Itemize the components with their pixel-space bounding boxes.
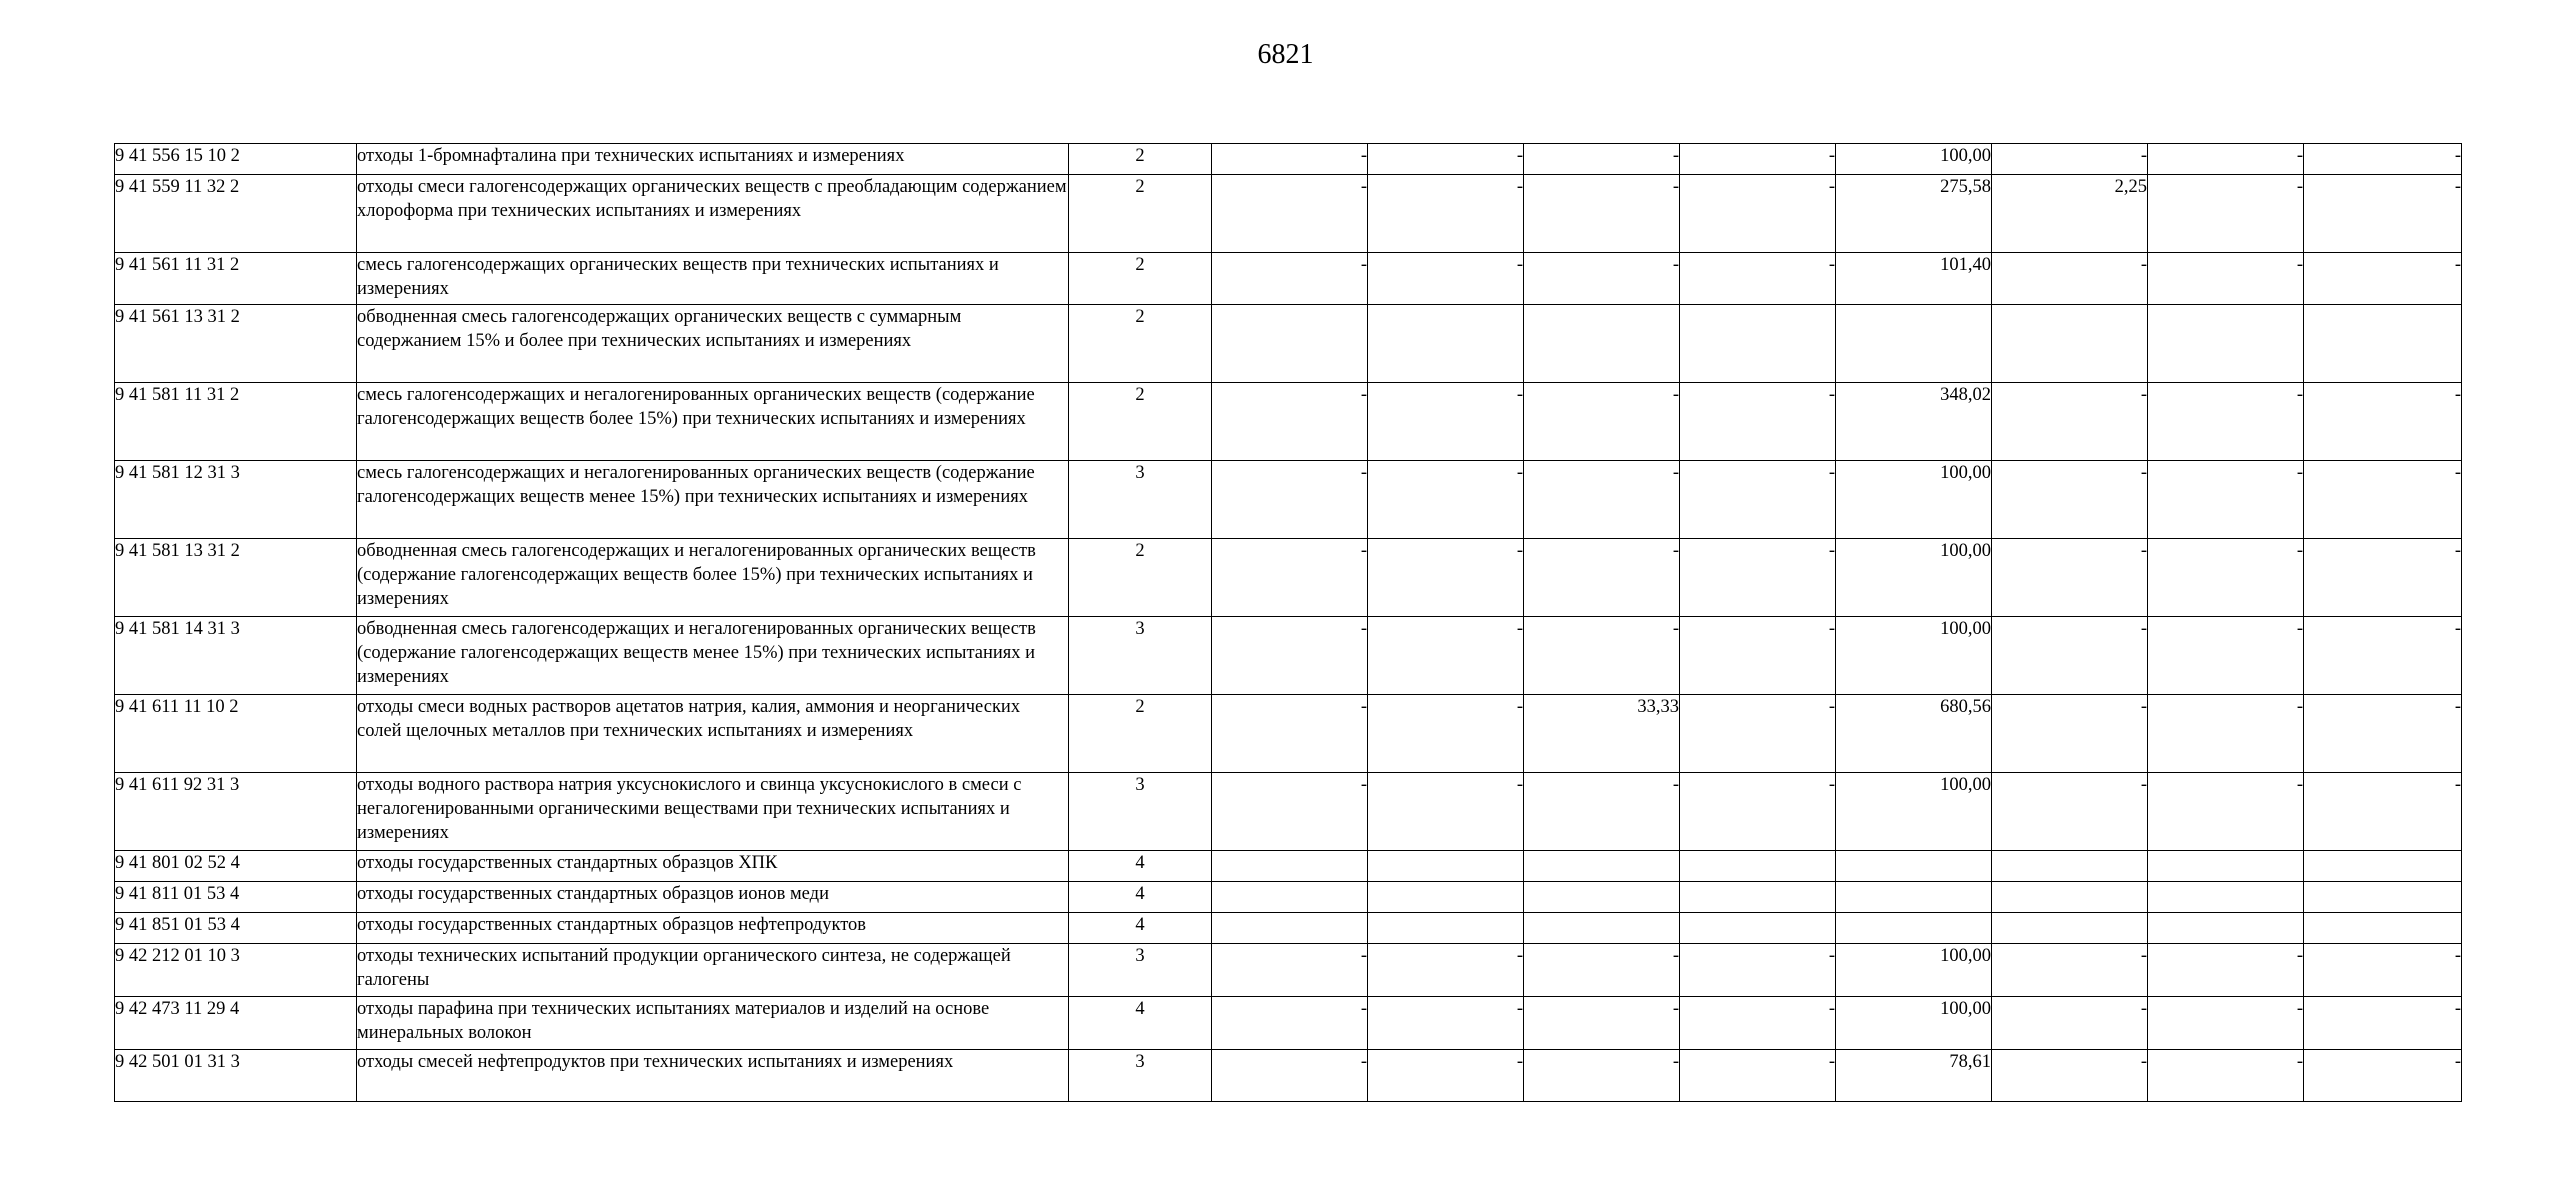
value-cell: - bbox=[1212, 617, 1368, 695]
value-cell: - bbox=[1680, 617, 1836, 695]
value-cell bbox=[1836, 305, 1992, 383]
value-cell: - bbox=[2304, 944, 2462, 997]
table-body bbox=[115, 144, 2462, 1102]
waste-code-cell: 9 41 811 01 53 4 bbox=[115, 882, 357, 913]
value-cell: 2,25 bbox=[1992, 175, 2148, 253]
value-cell: - bbox=[1992, 461, 2148, 539]
value-cell: - bbox=[2148, 253, 2304, 305]
waste-code-cell: 9 41 581 11 31 2 bbox=[115, 383, 357, 461]
value-cell: - bbox=[1680, 461, 1836, 539]
value-cell: - bbox=[2304, 1050, 2462, 1102]
value-cell: 100,00 bbox=[1836, 944, 1992, 997]
value-cell bbox=[2148, 851, 2304, 882]
value-cell bbox=[1524, 882, 1680, 913]
waste-code-cell: 9 41 581 14 31 3 bbox=[115, 617, 357, 695]
hazard-class-cell: 4 bbox=[1069, 882, 1212, 913]
table-row bbox=[115, 1050, 2462, 1102]
waste-code-cell: 9 41 611 11 10 2 bbox=[115, 695, 357, 773]
waste-name-cell: отходы смеси галогенсодержащих органических веществ с преобладающим содержанием хлороформа при технических испытаниях и измерениях bbox=[357, 175, 1069, 253]
value-cell bbox=[1836, 913, 1992, 944]
value-cell: - bbox=[1680, 144, 1836, 175]
value-cell bbox=[1212, 305, 1368, 383]
value-cell: - bbox=[2148, 383, 2304, 461]
waste-code-cell: 9 42 212 01 10 3 bbox=[115, 944, 357, 997]
value-cell: 100,00 bbox=[1836, 617, 1992, 695]
table-row bbox=[115, 997, 2462, 1050]
value-cell: - bbox=[1524, 539, 1680, 617]
value-cell bbox=[2148, 913, 2304, 944]
waste-code-cell: 9 41 581 13 31 2 bbox=[115, 539, 357, 617]
value-cell bbox=[1992, 913, 2148, 944]
value-cell: - bbox=[1680, 383, 1836, 461]
value-cell: - bbox=[1212, 773, 1368, 851]
value-cell: - bbox=[1524, 144, 1680, 175]
waste-code-cell: 9 41 851 01 53 4 bbox=[115, 913, 357, 944]
table-row bbox=[115, 913, 2462, 944]
table-row bbox=[115, 253, 2462, 305]
value-cell: - bbox=[1524, 383, 1680, 461]
value-cell: 680,56 bbox=[1836, 695, 1992, 773]
value-cell: - bbox=[1524, 617, 1680, 695]
table-row bbox=[115, 695, 2462, 773]
value-cell bbox=[2304, 913, 2462, 944]
value-cell: - bbox=[2148, 144, 2304, 175]
hazard-class-cell: 4 bbox=[1069, 997, 1212, 1050]
value-cell: - bbox=[1680, 997, 1836, 1050]
value-cell: - bbox=[1992, 253, 2148, 305]
hazard-class-cell: 4 bbox=[1069, 913, 1212, 944]
value-cell: - bbox=[1212, 175, 1368, 253]
value-cell: - bbox=[1368, 539, 1524, 617]
waste-name-cell: смесь галогенсодержащих органических веществ при технических испытаниях и измерениях bbox=[357, 253, 1069, 305]
value-cell: - bbox=[1368, 461, 1524, 539]
waste-name-cell: отходы государственных стандартных образцов ионов меди bbox=[357, 882, 1069, 913]
hazard-class-cell: 3 bbox=[1069, 773, 1212, 851]
waste-name-cell: обводненная смесь галогенсодержащих и негалогенированных органических веществ (содержание галогенсодержащих веществ менее 15%) при технических испытаниях и измерениях bbox=[357, 617, 1069, 695]
value-cell bbox=[1680, 305, 1836, 383]
value-cell: - bbox=[1680, 1050, 1836, 1102]
value-cell: - bbox=[1212, 253, 1368, 305]
value-cell: 33,33 bbox=[1524, 695, 1680, 773]
value-cell: - bbox=[2148, 1050, 2304, 1102]
waste-name-cell: отходы парафина при технических испытаниях материалов и изделий на основе минеральных волокон bbox=[357, 997, 1069, 1050]
value-cell bbox=[1368, 882, 1524, 913]
value-cell: - bbox=[1524, 773, 1680, 851]
value-cell bbox=[1680, 913, 1836, 944]
table-row bbox=[115, 144, 2462, 175]
value-cell: - bbox=[1368, 617, 1524, 695]
waste-code-cell: 9 42 473 11 29 4 bbox=[115, 997, 357, 1050]
value-cell bbox=[1368, 913, 1524, 944]
value-cell: - bbox=[1524, 997, 1680, 1050]
value-cell: - bbox=[1992, 617, 2148, 695]
table-row bbox=[115, 175, 2462, 253]
value-cell: - bbox=[2148, 617, 2304, 695]
value-cell: - bbox=[1212, 144, 1368, 175]
value-cell bbox=[1368, 851, 1524, 882]
waste-name-cell: отходы смесей нефтепродуктов при технических испытаниях и измерениях bbox=[357, 1050, 1069, 1102]
value-cell bbox=[2304, 882, 2462, 913]
value-cell: 100,00 bbox=[1836, 539, 1992, 617]
value-cell: - bbox=[2304, 997, 2462, 1050]
value-cell: - bbox=[1212, 383, 1368, 461]
value-cell: - bbox=[1992, 1050, 2148, 1102]
hazard-class-cell: 2 bbox=[1069, 383, 1212, 461]
value-cell: - bbox=[2148, 773, 2304, 851]
table-row bbox=[115, 882, 2462, 913]
value-cell: - bbox=[1680, 944, 1836, 997]
value-cell bbox=[1992, 305, 2148, 383]
hazard-class-cell: 3 bbox=[1069, 944, 1212, 997]
value-cell: - bbox=[1368, 175, 1524, 253]
value-cell: - bbox=[1368, 997, 1524, 1050]
table-row bbox=[115, 773, 2462, 851]
value-cell bbox=[1680, 882, 1836, 913]
value-cell: - bbox=[2304, 617, 2462, 695]
hazard-class-cell: 2 bbox=[1069, 175, 1212, 253]
value-cell: - bbox=[1212, 539, 1368, 617]
waste-name-cell: отходы государственных стандартных образцов нефтепродуктов bbox=[357, 913, 1069, 944]
value-cell: - bbox=[2304, 695, 2462, 773]
table-row bbox=[115, 617, 2462, 695]
value-cell: - bbox=[1212, 944, 1368, 997]
page-number: 6821 bbox=[1257, 39, 1314, 70]
value-cell: - bbox=[2148, 175, 2304, 253]
value-cell bbox=[1836, 851, 1992, 882]
value-cell: 100,00 bbox=[1836, 773, 1992, 851]
value-cell: - bbox=[1680, 539, 1836, 617]
hazard-class-cell: 2 bbox=[1069, 305, 1212, 383]
value-cell: - bbox=[2304, 253, 2462, 305]
value-cell: - bbox=[1368, 253, 1524, 305]
value-cell: - bbox=[2304, 461, 2462, 539]
waste-name-cell: отходы 1-бромнафталина при технических испытаниях и измерениях bbox=[357, 144, 1069, 175]
value-cell: - bbox=[1680, 253, 1836, 305]
value-cell: - bbox=[1368, 144, 1524, 175]
waste-code-cell: 9 41 561 13 31 2 bbox=[115, 305, 357, 383]
waste-name-cell: обводненная смесь галогенсодержащих и негалогенированных органических веществ (содержание галогенсодержащих веществ более 15%) при технических испытаниях и измерениях bbox=[357, 539, 1069, 617]
value-cell: 275,58 bbox=[1836, 175, 1992, 253]
waste-name-cell: отходы смеси водных растворов ацетатов натрия, калия, аммония и неорганических солей щелочных металлов при технических испытаниях и измерениях bbox=[357, 695, 1069, 773]
waste-name-cell: смесь галогенсодержащих и негалогенированных органических веществ (содержание галогенсодержащих веществ более 15%) при технических испытаниях и измерениях bbox=[357, 383, 1069, 461]
value-cell: - bbox=[1524, 1050, 1680, 1102]
value-cell: - bbox=[1368, 1050, 1524, 1102]
value-cell: - bbox=[2148, 944, 2304, 997]
value-cell: 78,61 bbox=[1836, 1050, 1992, 1102]
waste-code-cell: 9 41 581 12 31 3 bbox=[115, 461, 357, 539]
waste-code-cell: 9 41 801 02 52 4 bbox=[115, 851, 357, 882]
waste-code-cell: 9 41 559 11 32 2 bbox=[115, 175, 357, 253]
value-cell bbox=[1992, 851, 2148, 882]
value-cell: - bbox=[1368, 383, 1524, 461]
value-cell bbox=[1680, 851, 1836, 882]
value-cell: - bbox=[2148, 695, 2304, 773]
table-row bbox=[115, 383, 2462, 461]
hazard-class-cell: 2 bbox=[1069, 539, 1212, 617]
value-cell: - bbox=[2148, 461, 2304, 539]
value-cell: - bbox=[1680, 175, 1836, 253]
table-row bbox=[115, 461, 2462, 539]
value-cell: 348,02 bbox=[1836, 383, 1992, 461]
value-cell bbox=[1524, 305, 1680, 383]
value-cell: - bbox=[1212, 1050, 1368, 1102]
value-cell: - bbox=[1212, 695, 1368, 773]
value-cell: - bbox=[2148, 997, 2304, 1050]
hazard-class-cell: 3 bbox=[1069, 1050, 1212, 1102]
value-cell bbox=[1212, 913, 1368, 944]
value-cell bbox=[1992, 882, 2148, 913]
waste-code-cell: 9 41 561 11 31 2 bbox=[115, 253, 357, 305]
value-cell: - bbox=[1680, 695, 1836, 773]
value-cell: 100,00 bbox=[1836, 144, 1992, 175]
value-cell bbox=[1524, 913, 1680, 944]
waste-code-cell: 9 41 556 15 10 2 bbox=[115, 144, 357, 175]
value-cell: - bbox=[2304, 175, 2462, 253]
value-cell: 100,00 bbox=[1836, 997, 1992, 1050]
value-cell: - bbox=[2304, 383, 2462, 461]
value-cell: - bbox=[1992, 539, 2148, 617]
value-cell bbox=[1524, 851, 1680, 882]
table-row bbox=[115, 851, 2462, 882]
table-row bbox=[115, 539, 2462, 617]
table-row bbox=[115, 944, 2462, 997]
hazard-class-cell: 2 bbox=[1069, 253, 1212, 305]
value-cell bbox=[1368, 305, 1524, 383]
value-cell: - bbox=[1524, 253, 1680, 305]
value-cell: - bbox=[1524, 944, 1680, 997]
value-cell bbox=[2148, 882, 2304, 913]
value-cell bbox=[1212, 882, 1368, 913]
waste-name-cell: смесь галогенсодержащих и негалогенированных органических веществ (содержание галогенсодержащих веществ менее 15%) при технических испытаниях и измерениях bbox=[357, 461, 1069, 539]
value-cell bbox=[1836, 882, 1992, 913]
value-cell: - bbox=[1524, 461, 1680, 539]
value-cell bbox=[2304, 851, 2462, 882]
waste-name-cell: отходы государственных стандартных образцов ХПК bbox=[357, 851, 1069, 882]
value-cell: - bbox=[2304, 144, 2462, 175]
value-cell: - bbox=[1212, 997, 1368, 1050]
value-cell: - bbox=[2148, 539, 2304, 617]
value-cell: - bbox=[1368, 773, 1524, 851]
value-cell: - bbox=[1992, 695, 2148, 773]
value-cell: - bbox=[1992, 144, 2148, 175]
value-cell: - bbox=[1212, 461, 1368, 539]
hazard-class-cell: 3 bbox=[1069, 617, 1212, 695]
value-cell: - bbox=[2304, 773, 2462, 851]
hazard-class-cell: 2 bbox=[1069, 144, 1212, 175]
value-cell: - bbox=[2304, 539, 2462, 617]
value-cell: - bbox=[1680, 773, 1836, 851]
value-cell: 101,40 bbox=[1836, 253, 1992, 305]
value-cell: 100,00 bbox=[1836, 461, 1992, 539]
hazard-class-cell: 4 bbox=[1069, 851, 1212, 882]
value-cell bbox=[2304, 305, 2462, 383]
value-cell bbox=[2148, 305, 2304, 383]
hazard-class-cell: 3 bbox=[1069, 461, 1212, 539]
value-cell: - bbox=[1992, 773, 2148, 851]
value-cell bbox=[1212, 851, 1368, 882]
waste-code-cell: 9 41 611 92 31 3 bbox=[115, 773, 357, 851]
table-row bbox=[115, 305, 2462, 383]
value-cell: - bbox=[1524, 175, 1680, 253]
waste-name-cell: отходы технических испытаний продукции органического синтеза, не содержащей галогены bbox=[357, 944, 1069, 997]
waste-name-cell: обводненная смесь галогенсодержащих органических веществ с суммарным содержанием 15% и более при технических испытаниях и измерениях bbox=[357, 305, 1069, 383]
waste-code-cell: 9 42 501 01 31 3 bbox=[115, 1050, 357, 1102]
hazard-class-cell: 2 bbox=[1069, 695, 1212, 773]
waste-name-cell: отходы водного раствора натрия уксуснокислого и свинца уксуснокислого в смеси с негалогенированными органическими веществами при технических испытаниях и измерениях bbox=[357, 773, 1069, 851]
value-cell: - bbox=[1992, 944, 2148, 997]
value-cell: - bbox=[1368, 944, 1524, 997]
value-cell: - bbox=[1992, 997, 2148, 1050]
value-cell: - bbox=[1992, 383, 2148, 461]
value-cell: - bbox=[1368, 695, 1524, 773]
waste-table bbox=[114, 143, 2462, 1102]
